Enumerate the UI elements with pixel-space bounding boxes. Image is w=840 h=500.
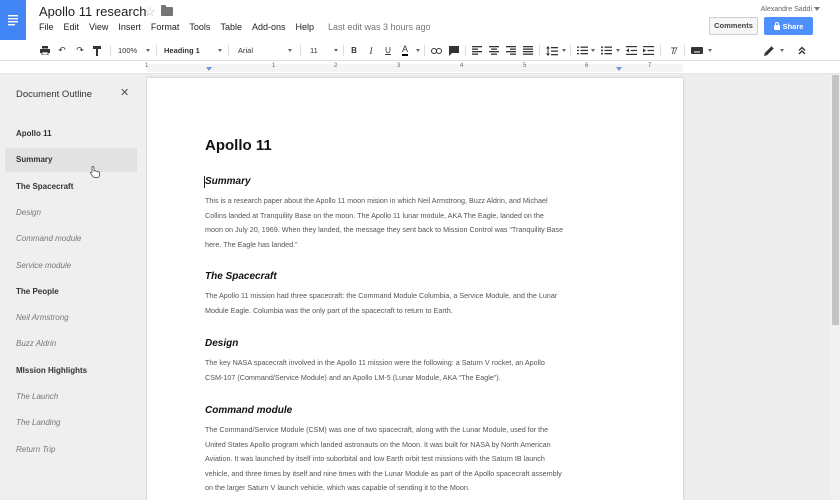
ruler-number: 2	[334, 63, 338, 69]
decrease-indent-icon[interactable]	[624, 43, 638, 58]
section-heading[interactable]: The Spacecraft	[205, 271, 277, 282]
comment-icon[interactable]	[447, 43, 461, 58]
right-indent-marker[interactable]	[616, 67, 622, 71]
clear-formatting-icon[interactable]: T̸	[670, 45, 676, 56]
chevron-down-icon[interactable]	[586, 43, 600, 58]
ruler-number: 7	[648, 63, 652, 69]
ruler-number: 1	[272, 63, 276, 69]
zoom-select[interactable]	[118, 43, 152, 58]
toolbar-divider	[156, 45, 157, 56]
share-button[interactable]	[764, 17, 813, 35]
outline-item[interactable]: The Launch	[16, 392, 59, 401]
pencil-icon[interactable]	[762, 43, 776, 58]
paint-format-icon[interactable]	[90, 43, 104, 58]
outline-item[interactable]: MIssion Highlights	[16, 365, 88, 375]
align-left-icon[interactable]	[470, 43, 484, 58]
paragraph-line: here. The Eagle has landed.”	[205, 239, 298, 249]
increase-indent-icon[interactable]	[641, 43, 655, 58]
lock-icon	[774, 25, 780, 30]
document-canvas	[146, 75, 830, 500]
section-paragraph[interactable]	[205, 289, 605, 318]
menu-insert[interactable]: Insert	[118, 22, 141, 32]
outline-item[interactable]: The Landing	[16, 418, 61, 428]
section-paragraph[interactable]	[205, 356, 605, 385]
font-size-value: 11	[310, 46, 318, 55]
outline-item[interactable]: Design	[16, 207, 41, 217]
menu-tools[interactable]: Tools	[189, 22, 211, 32]
share-label: Share	[782, 21, 804, 31]
style-value: Heading 1	[164, 46, 200, 55]
ruler-number: 6	[585, 63, 589, 69]
ruler-track	[147, 64, 683, 72]
mouse-cursor-icon	[90, 166, 100, 178]
zoom-value: 100%	[118, 46, 138, 55]
outline-item[interactable]: Return Trip	[16, 444, 56, 454]
menu-edit[interactable]: Edit	[63, 22, 80, 32]
menu-table[interactable]: Table	[220, 22, 242, 32]
paragraph-line: Collins landed at Tranquility Base on the moon. The Apollo 11 lunar module, AKA The Eagle, landed on the	[205, 210, 544, 220]
text-color-icon[interactable]: A	[401, 44, 408, 54]
menu-bar	[39, 22, 441, 32]
justify-icon[interactable]	[521, 43, 535, 58]
toolbar-divider	[300, 45, 301, 56]
last-edit-status[interactable]: Last edit was 3 hours ago	[328, 22, 431, 32]
outline-item[interactable]: Service module	[16, 260, 72, 270]
paragraph-line: The key NASA spacecraft involved in the Apollo 11 mission were the following: a Saturn V rocket, an Apollo	[205, 358, 545, 367]
document-heading-title[interactable]: Apollo 11	[205, 137, 272, 154]
outline-item[interactable]: Buzz Aldrin	[16, 339, 57, 349]
folder-icon[interactable]	[161, 7, 173, 16]
align-right-icon[interactable]	[504, 43, 518, 58]
redo-icon[interactable]: ↷	[76, 45, 84, 55]
font-value: Arial	[238, 46, 254, 55]
menu-view[interactable]: View	[89, 22, 109, 32]
app-header	[0, 0, 840, 40]
chevron-down-icon[interactable]	[611, 43, 625, 58]
menu-format[interactable]: Format	[150, 22, 180, 32]
outline-item[interactable]: Command module	[16, 234, 82, 244]
paragraph-line: Module Eagle. Columbia was the only part of the spacecraft to return to Earth.	[205, 305, 453, 315]
left-indent-marker[interactable]	[206, 67, 212, 71]
keyboard-icon[interactable]	[690, 43, 704, 58]
user-account[interactable]: Alexandre Saddi	[760, 6, 812, 13]
paragraph-line: moon on July 20, 1969. When they landed, the message they sent back to Mission Control was “Tranquility Base	[205, 225, 564, 234]
docs-logo[interactable]	[0, 0, 26, 40]
ruler-number: 1	[145, 63, 149, 69]
print-icon[interactable]	[38, 43, 52, 58]
ruler-number: 3	[397, 63, 401, 69]
outline-title: Document Outline	[16, 89, 93, 100]
toolbar-divider	[684, 45, 685, 56]
toolbar-divider	[539, 45, 540, 56]
undo-icon[interactable]: ↶	[58, 45, 66, 55]
toolbar-divider	[110, 45, 111, 56]
chevron-down-icon[interactable]	[775, 43, 789, 58]
chevron-down-icon	[218, 49, 222, 52]
document-page[interactable]	[147, 78, 683, 500]
scrollbar-thumb[interactable]	[832, 75, 839, 325]
chevron-down-icon	[146, 49, 150, 52]
paragraph-line: This is a research paper about the Apollo 11 moon mision in which Neil Armstrong, Buzz Aldrin, and Michael	[205, 196, 548, 205]
comments-button[interactable]: Comments	[709, 17, 758, 35]
style-select[interactable]	[164, 43, 224, 58]
document-title[interactable]: Apollo 11 research	[39, 4, 147, 19]
ruler[interactable]	[0, 61, 840, 74]
menu-help[interactable]: Help	[295, 22, 314, 32]
star-icon[interactable]: ☆	[144, 4, 156, 19]
menu-file[interactable]: File	[39, 22, 54, 32]
collapse-toolbar-icon[interactable]	[795, 43, 809, 58]
outline-item[interactable]: Apollo 11	[16, 129, 52, 138]
chevron-down-icon[interactable]	[411, 43, 425, 58]
menu-add-ons[interactable]: Add-ons	[251, 22, 286, 32]
ruler-number: 5	[523, 63, 527, 69]
chevron-down-icon	[288, 49, 292, 52]
font-select[interactable]	[238, 43, 294, 58]
outline-item[interactable]: Summary	[5, 148, 137, 172]
chevron-down-icon	[334, 49, 338, 52]
outline-item[interactable]: The Spacecraft	[16, 181, 74, 191]
close-icon[interactable]: ✕	[120, 87, 130, 99]
paragraph-line: United States Apollo program which landed astronauts on the Moon. It was built for NASA by North American	[205, 439, 551, 449]
outline-item[interactable]: Neil Armstrong	[16, 313, 69, 323]
paragraph-line: The Apollo 11 mission had three spacecraft: the Command Module Columbia, a Service Module, and the Lunar	[205, 291, 558, 300]
paragraph-line: vehicle, and three times by itself and nine times with the Lunar Module as part of the Apollo spacecraft assembly	[205, 468, 562, 478]
ruler-number: 4	[460, 63, 464, 69]
paragraph-line: The Command/Service Module (CSM) was one of two spacecraft, along with the Lunar Module, used for the	[205, 425, 549, 434]
section-heading[interactable]: Summary	[205, 176, 251, 187]
section-paragraph[interactable]	[205, 194, 605, 252]
formatting-toolbar	[0, 40, 840, 61]
chevron-down-icon[interactable]	[703, 43, 717, 58]
toolbar-divider	[465, 45, 466, 56]
align-center-icon[interactable]	[487, 43, 501, 58]
section-heading[interactable]: Command module	[205, 405, 293, 416]
toolbar-divider	[660, 45, 661, 56]
document-outline-panel	[0, 75, 146, 500]
font-size-select[interactable]	[310, 43, 340, 58]
paragraph-line: CSM-107 (Command/Service Module) and an Apollo LM-5 (Lunar Module, AKA “The Eagle”).	[205, 372, 501, 382]
outline-item[interactable]: The People	[16, 286, 59, 296]
toolbar-divider	[570, 45, 571, 56]
paragraph-line: on the larger Saturn V launch vehicle, which was capable of sending it to the Moon.	[205, 483, 470, 492]
bold-icon[interactable]: B	[351, 46, 357, 55]
chevron-down-icon[interactable]	[814, 7, 820, 11]
section-paragraph[interactable]	[205, 423, 605, 496]
italic-icon[interactable]: I	[369, 45, 373, 56]
section-heading[interactable]: Design	[205, 338, 239, 349]
chevron-down-icon[interactable]	[557, 43, 571, 58]
docs-icon	[7, 13, 19, 27]
vertical-scrollbar[interactable]	[830, 75, 840, 500]
toolbar-divider	[343, 45, 344, 56]
toolbar-divider	[228, 45, 229, 56]
toolbar-divider	[424, 45, 425, 56]
link-icon[interactable]	[429, 43, 443, 58]
underline-icon[interactable]: U	[385, 46, 391, 55]
paragraph-line: Aviation. It was launched by itself into suborbital and low Earth orbit test missions with the Saturn IB launch	[205, 454, 545, 463]
